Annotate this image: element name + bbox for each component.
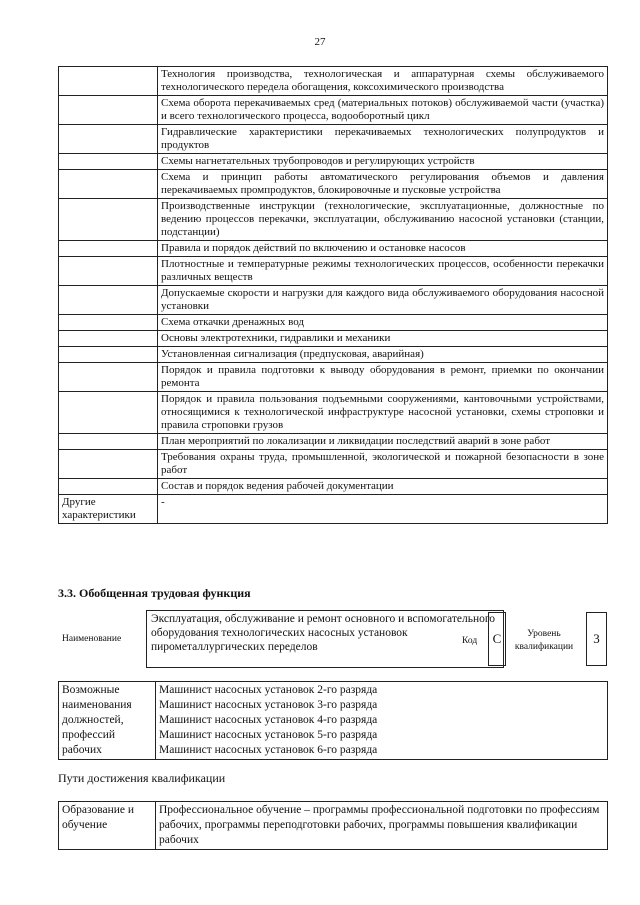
knowledge-row [59, 347, 608, 363]
knowledge-item: Схема оборота перекачиваемых сред (материальных потоков) обслуживаемой части (участка) и всего технологического процесса, водооборотный цикл [158, 96, 608, 125]
other-characteristics-row [59, 495, 608, 524]
knowledge-row-label-cell [59, 434, 158, 450]
knowledge-item: Основы электротехники, гидравлики и механики [158, 331, 608, 347]
knowledge-row [59, 199, 608, 241]
knowledge-row-label-cell [59, 315, 158, 331]
knowledge-row [59, 67, 608, 96]
other-characteristics-label: Другие характеристики [59, 495, 158, 524]
required-knowledge-table [58, 66, 608, 524]
knowledge-row-label-cell [59, 67, 158, 96]
position-item: Машинист насосных установок 6-го разряда [159, 744, 378, 756]
qualification-level-box: 3 [586, 612, 607, 666]
knowledge-row [59, 315, 608, 331]
positions-table [58, 681, 608, 760]
page-number: 27 [314, 36, 326, 48]
knowledge-row-label-cell [59, 347, 158, 363]
positions-label: Возможные наименования должностей, профессий рабочих [59, 682, 156, 760]
qualification-level-label: Уровень квалификации [514, 629, 574, 652]
knowledge-row [59, 363, 608, 392]
education-label: Образование и обучение [59, 802, 156, 850]
knowledge-item: Гидравлические характеристики перекачиваемых технологических полупродуктов и продуктов [158, 125, 608, 154]
knowledge-row-label-cell [59, 257, 158, 286]
knowledge-row [59, 125, 608, 154]
knowledge-item: Порядок и правила подготовки к выводу оборудования в ремонт, приемки по окончании ремонта [158, 363, 608, 392]
knowledge-item: Схемы нагнетательных трубопроводов и регулирующих устройств [158, 154, 608, 170]
knowledge-row-label-cell [59, 479, 158, 495]
knowledge-row-label-cell [59, 241, 158, 257]
knowledge-row [59, 257, 608, 286]
knowledge-row [59, 241, 608, 257]
knowledge-row [59, 479, 608, 495]
generalized-function-header [58, 610, 608, 672]
knowledge-row [59, 170, 608, 199]
knowledge-row [59, 392, 608, 434]
knowledge-item: Требования охраны труда, промышленной, экологической и пожарной безопасности в зоне работ [158, 450, 608, 479]
knowledge-row-label-cell [59, 392, 158, 434]
knowledge-row-label-cell [59, 125, 158, 154]
position-item: Машинист насосных установок 4-го разряда [159, 714, 378, 726]
knowledge-item: Порядок и правила пользования подъемными сооружениями, кантовочными устройствами, относящимися к технологической инфраструктуре насосной установки, схемы строповки и правила строповки грузов [158, 392, 608, 434]
position-item: Машинист насосных установок 3-го разряда [159, 699, 378, 711]
knowledge-item: Допускаемые скорости и нагрузки для каждого вида обслуживаемого оборудования насосной установки [158, 286, 608, 315]
section-title: 3.3. Обобщенная трудовая функция [58, 586, 251, 600]
knowledge-item: Схема и принцип работы автоматического регулирования объемов и давления перекачиваемых промпродуктов, блокировочные и пусковые устройства [158, 170, 608, 199]
knowledge-row [59, 434, 608, 450]
knowledge-row-label-cell [59, 331, 158, 347]
qualification-paths-title: Пути достижения квалификации [58, 771, 226, 785]
knowledge-row [59, 331, 608, 347]
knowledge-row-label-cell [59, 96, 158, 125]
knowledge-item: Правила и порядок действий по включению и остановке насосов [158, 241, 608, 257]
knowledge-row-label-cell [59, 363, 158, 392]
other-characteristics-value: - [158, 495, 608, 524]
knowledge-item: Установленная сигнализация (предпусковая, аварийная) [158, 347, 608, 363]
knowledge-row [59, 286, 608, 315]
knowledge-item: Схема откачки дренажных вод [158, 315, 608, 331]
code-label: Код [462, 636, 478, 646]
knowledge-row [59, 450, 608, 479]
knowledge-row-label-cell [59, 199, 158, 241]
knowledge-item: Производственные инструкции (технологические, эксплуатационные, должностные по ведению процессов перекачки, эксплуатации, обслуживанию насосной установки (станции, подстанции) [158, 199, 608, 241]
knowledge-row-label-cell [59, 450, 158, 479]
education-value: Профессиональное обучение – программы профессиональной подготовки по профессиям рабочих, программы переподготовки рабочих, программы повышения квалификации рабочих [156, 802, 608, 850]
knowledge-row-label-cell [59, 154, 158, 170]
knowledge-item: Плотностные и температурные режимы технологических процессов, особенности перекачки различных веществ [158, 257, 608, 286]
knowledge-item: План мероприятий по локализации и ликвидации последствий аварий в зоне работ [158, 434, 608, 450]
knowledge-item: Состав и порядок ведения рабочей документации [158, 479, 608, 495]
knowledge-row-label-cell [59, 286, 158, 315]
education-table [58, 801, 608, 850]
name-label: Наименование [62, 634, 122, 644]
position-item: Машинист насосных установок 2-го разряда [159, 684, 378, 696]
knowledge-row [59, 96, 608, 125]
positions-list [156, 682, 608, 760]
knowledge-item: Технология производства, технологическая и аппаратурная схемы обслуживаемого технологического передела обогащения, коксохимического производства [158, 67, 608, 96]
knowledge-row [59, 154, 608, 170]
code-value-box: С [488, 612, 506, 666]
position-item: Машинист насосных установок 5-го разряда [159, 729, 378, 741]
knowledge-row-label-cell [59, 170, 158, 199]
function-name-box: Эксплуатация, обслуживание и ремонт основного и вспомогательного оборудования технологических насосных установок пирометаллургических переделов [146, 610, 504, 668]
